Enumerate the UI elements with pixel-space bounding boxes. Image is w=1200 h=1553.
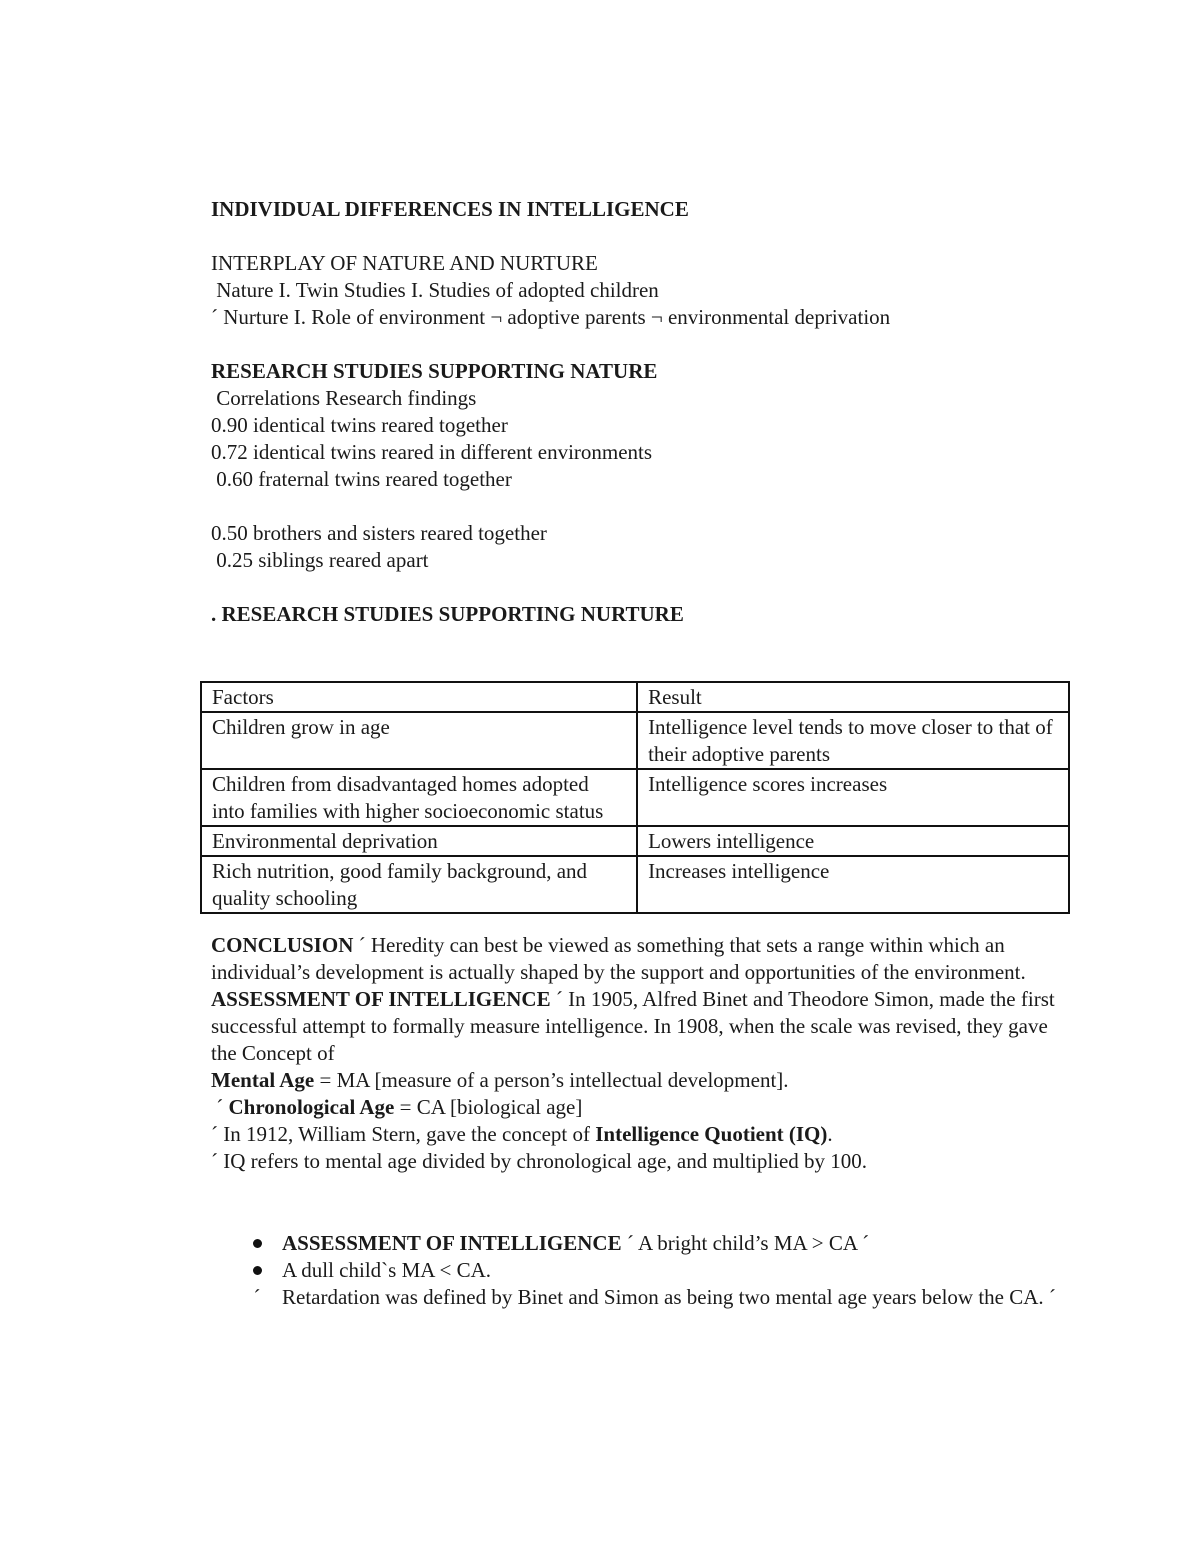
table-header-row bbox=[201, 682, 1069, 712]
table-row bbox=[201, 856, 1069, 913]
table-row bbox=[201, 769, 1069, 826]
conclusion-text: ´ Heredity can best be viewed as something that sets a range within which an individual’s development is actually shaped by the support and opportunities of the environment. bbox=[211, 933, 1026, 984]
table-cell: Environmental deprivation bbox=[201, 826, 637, 856]
interplay-heading: INTERPLAY OF NATURE AND NURTURE bbox=[211, 251, 598, 275]
table-header-cell: Factors bbox=[201, 682, 637, 712]
chronological-age-line bbox=[211, 1094, 1071, 1121]
correlation-line: 0.72 identical twins reared in different environments bbox=[211, 440, 653, 464]
nurture-line: ´ Nurture I. Role of environment ¬ adoptive parents ¬ environmental deprivation bbox=[211, 305, 891, 329]
bullet-text: Retardation was defined by Binet and Simon as being two mental age years below the CA. ´ bbox=[282, 1285, 1056, 1309]
spacer bbox=[211, 493, 1071, 520]
spacer bbox=[211, 331, 1071, 358]
table-cell: Increases intelligence bbox=[637, 856, 1069, 913]
correlation-line: 0.90 identical twins reared together bbox=[211, 413, 508, 437]
assessment-bullet-list bbox=[211, 1230, 1071, 1311]
table-row bbox=[201, 712, 1069, 769]
assessment-label: ASSESSMENT OF INTELLIGENCE bbox=[211, 987, 551, 1011]
correlation-line: 0.25 siblings reared apart bbox=[211, 548, 429, 572]
document-title: INDIVIDUAL DIFFERENCES IN INTELLIGENCE bbox=[211, 197, 689, 221]
iq-concept-suffix: . bbox=[827, 1122, 833, 1146]
table-cell: Lowers intelligence bbox=[637, 826, 1069, 856]
list-item bbox=[211, 1284, 1071, 1311]
correlation-line: 0.60 fraternal twins reared together bbox=[211, 467, 512, 491]
chronological-age-prefix: ´ bbox=[211, 1095, 229, 1119]
conclusion-paragraph bbox=[211, 932, 1071, 986]
spacer bbox=[211, 223, 1071, 250]
iq-concept-line bbox=[211, 1121, 1071, 1148]
assessment-paragraph bbox=[211, 986, 1071, 1067]
nature-line: Nature I. Twin Studies I. Studies of adopted children bbox=[211, 278, 659, 302]
chronological-age-text: = CA [biological age] bbox=[394, 1095, 583, 1119]
nurture-factors-table bbox=[200, 681, 1070, 914]
mental-age-label: Mental Age bbox=[211, 1068, 315, 1092]
bullet-text: A dull child`s MA < CA. bbox=[282, 1258, 492, 1282]
document-body bbox=[211, 196, 1071, 628]
iq-concept-prefix: ´ In 1912, William Stern, gave the concept of bbox=[211, 1122, 596, 1146]
conclusion-label: CONCLUSION bbox=[211, 933, 354, 957]
table-cell: Children from disadvantaged homes adopted into families with higher socioeconomic status bbox=[201, 769, 637, 826]
nature-research-heading: RESEARCH STUDIES SUPPORTING NATURE bbox=[211, 359, 658, 383]
bullet-dot-icon bbox=[247, 1230, 267, 1257]
table-cell: Rich nutrition, good family background, and quality schooling bbox=[201, 856, 637, 913]
table-cell: Intelligence scores increases bbox=[637, 769, 1069, 826]
iq-concept-bold: Intelligence Quotient (IQ) bbox=[595, 1122, 828, 1146]
mental-age-text: = MA [measure of a person’s intellectual development]. bbox=[314, 1068, 789, 1092]
table-cell: Intelligence level tends to move closer to that of their adoptive parents bbox=[637, 712, 1069, 769]
table-header-cell: Result bbox=[637, 682, 1069, 712]
conclusion-and-assessment bbox=[211, 932, 1071, 1175]
spacer bbox=[211, 574, 1071, 601]
mental-age-line bbox=[211, 1067, 1071, 1094]
correlation-line: 0.50 brothers and sisters reared together bbox=[211, 521, 547, 545]
nurture-research-heading: . RESEARCH STUDIES SUPPORTING NURTURE bbox=[211, 602, 684, 626]
list-item bbox=[211, 1230, 1071, 1257]
list-item bbox=[211, 1257, 1071, 1284]
table-cell: Children grow in age bbox=[201, 712, 637, 769]
bullet-bold-text: ASSESSMENT OF INTELLIGENCE bbox=[282, 1231, 622, 1255]
table-row bbox=[201, 826, 1069, 856]
assessment-text: ´ In 1905, Alfred Binet and Theodore Simon, made the first successful attempt to formally measure intelligence. In 1908, when the scale was revised, they gave the Concept of bbox=[211, 987, 1055, 1065]
bullet-accent-mark: ´ bbox=[253, 1285, 261, 1309]
bullet-dot-icon bbox=[247, 1257, 267, 1284]
chronological-age-label: Chronological Age bbox=[228, 1095, 395, 1119]
iq-definition-line: ´ IQ refers to mental age divided by chronological age, and multiplied by 100. bbox=[211, 1149, 868, 1173]
bullet-text: ´ A bright child’s MA > CA ´ bbox=[621, 1231, 870, 1255]
correlation-line: Correlations Research findings bbox=[211, 386, 477, 410]
